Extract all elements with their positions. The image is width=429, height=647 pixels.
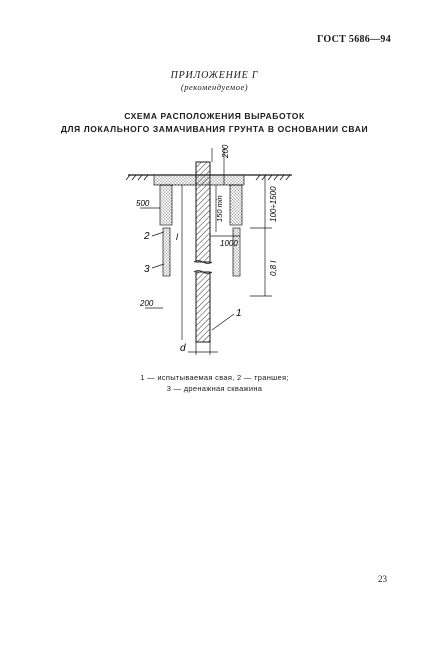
dim-200-bottom: 200: [140, 299, 154, 308]
figure-caption-line-2: 3 — дренажная скважина: [166, 384, 263, 393]
annex-title: ПРИЛОЖЕНИЕ Г: [170, 70, 259, 81]
dim-500: 500: [136, 199, 150, 208]
dim-100-1500: 100÷1500: [269, 186, 278, 222]
callout-3: 3: [144, 264, 150, 275]
page-number: 23: [378, 574, 387, 584]
dim-1000: 1000: [220, 239, 238, 248]
figure-caption-line-1: 1 — испытываемая свая, 2 — траншея;: [140, 373, 289, 382]
callout-2: 2: [144, 231, 150, 242]
test-pile: [194, 162, 212, 342]
dim-200-top: 200: [221, 144, 230, 158]
callout-1: 1: [236, 308, 242, 319]
scheme-title-line-1: СХЕМА РАСПОЛОЖЕНИЯ ВЫРАБОТОК: [124, 111, 305, 121]
dim-d: d: [180, 343, 186, 354]
standard-code: ГОСТ 5686—94: [316, 34, 391, 45]
dim-150-min: 150 min: [215, 195, 224, 222]
scheme-title-line-2: ДЛЯ ЛОКАЛЬНОГО ЗАМАЧИВАНИЯ ГРУНТА В ОСНОВАНИИ СВАИ: [60, 124, 369, 134]
dim-l: l: [176, 232, 178, 242]
annex-note: (рекомендуемое): [180, 82, 249, 92]
excavation-scheme-drawing: [110, 140, 315, 362]
dim-0-8l: 0,8 l: [269, 260, 278, 276]
